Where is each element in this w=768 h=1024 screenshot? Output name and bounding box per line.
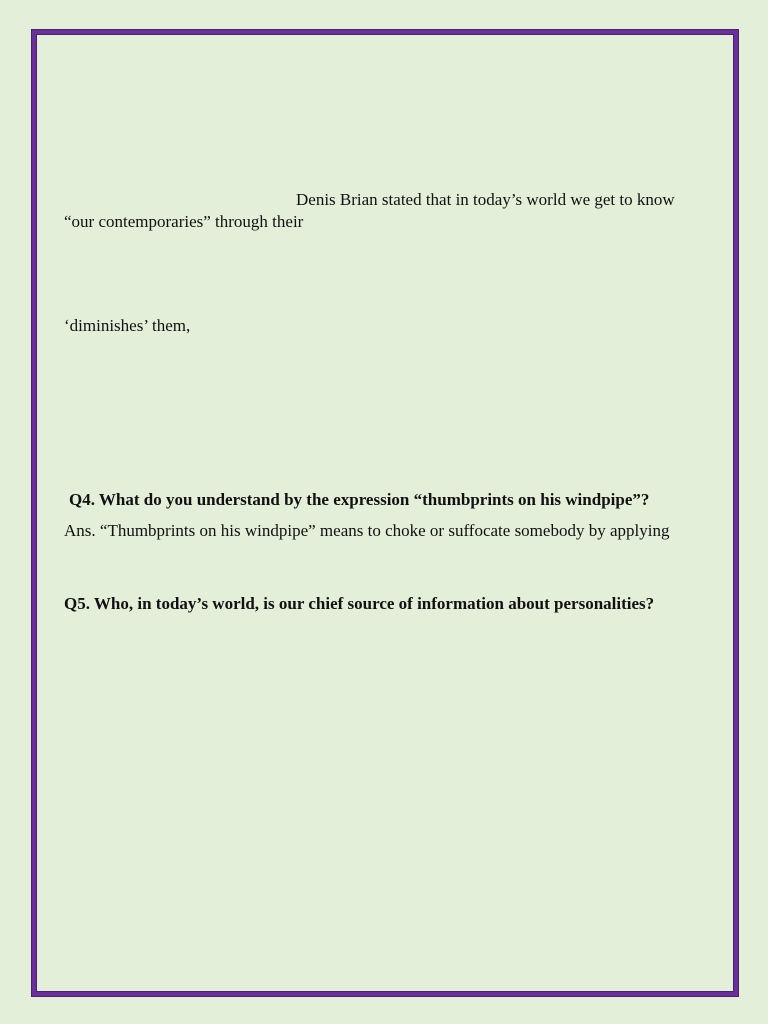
passage-line-2: “our contemporaries” through their <box>64 212 304 231</box>
q4-answer: Ans. “Thumbprints on his windpipe” means to choke or suffocate somebody by applying <box>64 521 670 540</box>
q4-question: Q4. What do you understand by the expression “thumbprints on his windpipe”? <box>69 490 650 509</box>
passage-line-1: Denis Brian stated that in today’s world we get to know <box>296 190 675 209</box>
page-border <box>32 30 738 996</box>
q5-question: Q5. Who, in today’s world, is our chief source of information about personalities? <box>64 594 655 613</box>
passage-line-3: ‘diminishes’ them, <box>64 316 191 335</box>
